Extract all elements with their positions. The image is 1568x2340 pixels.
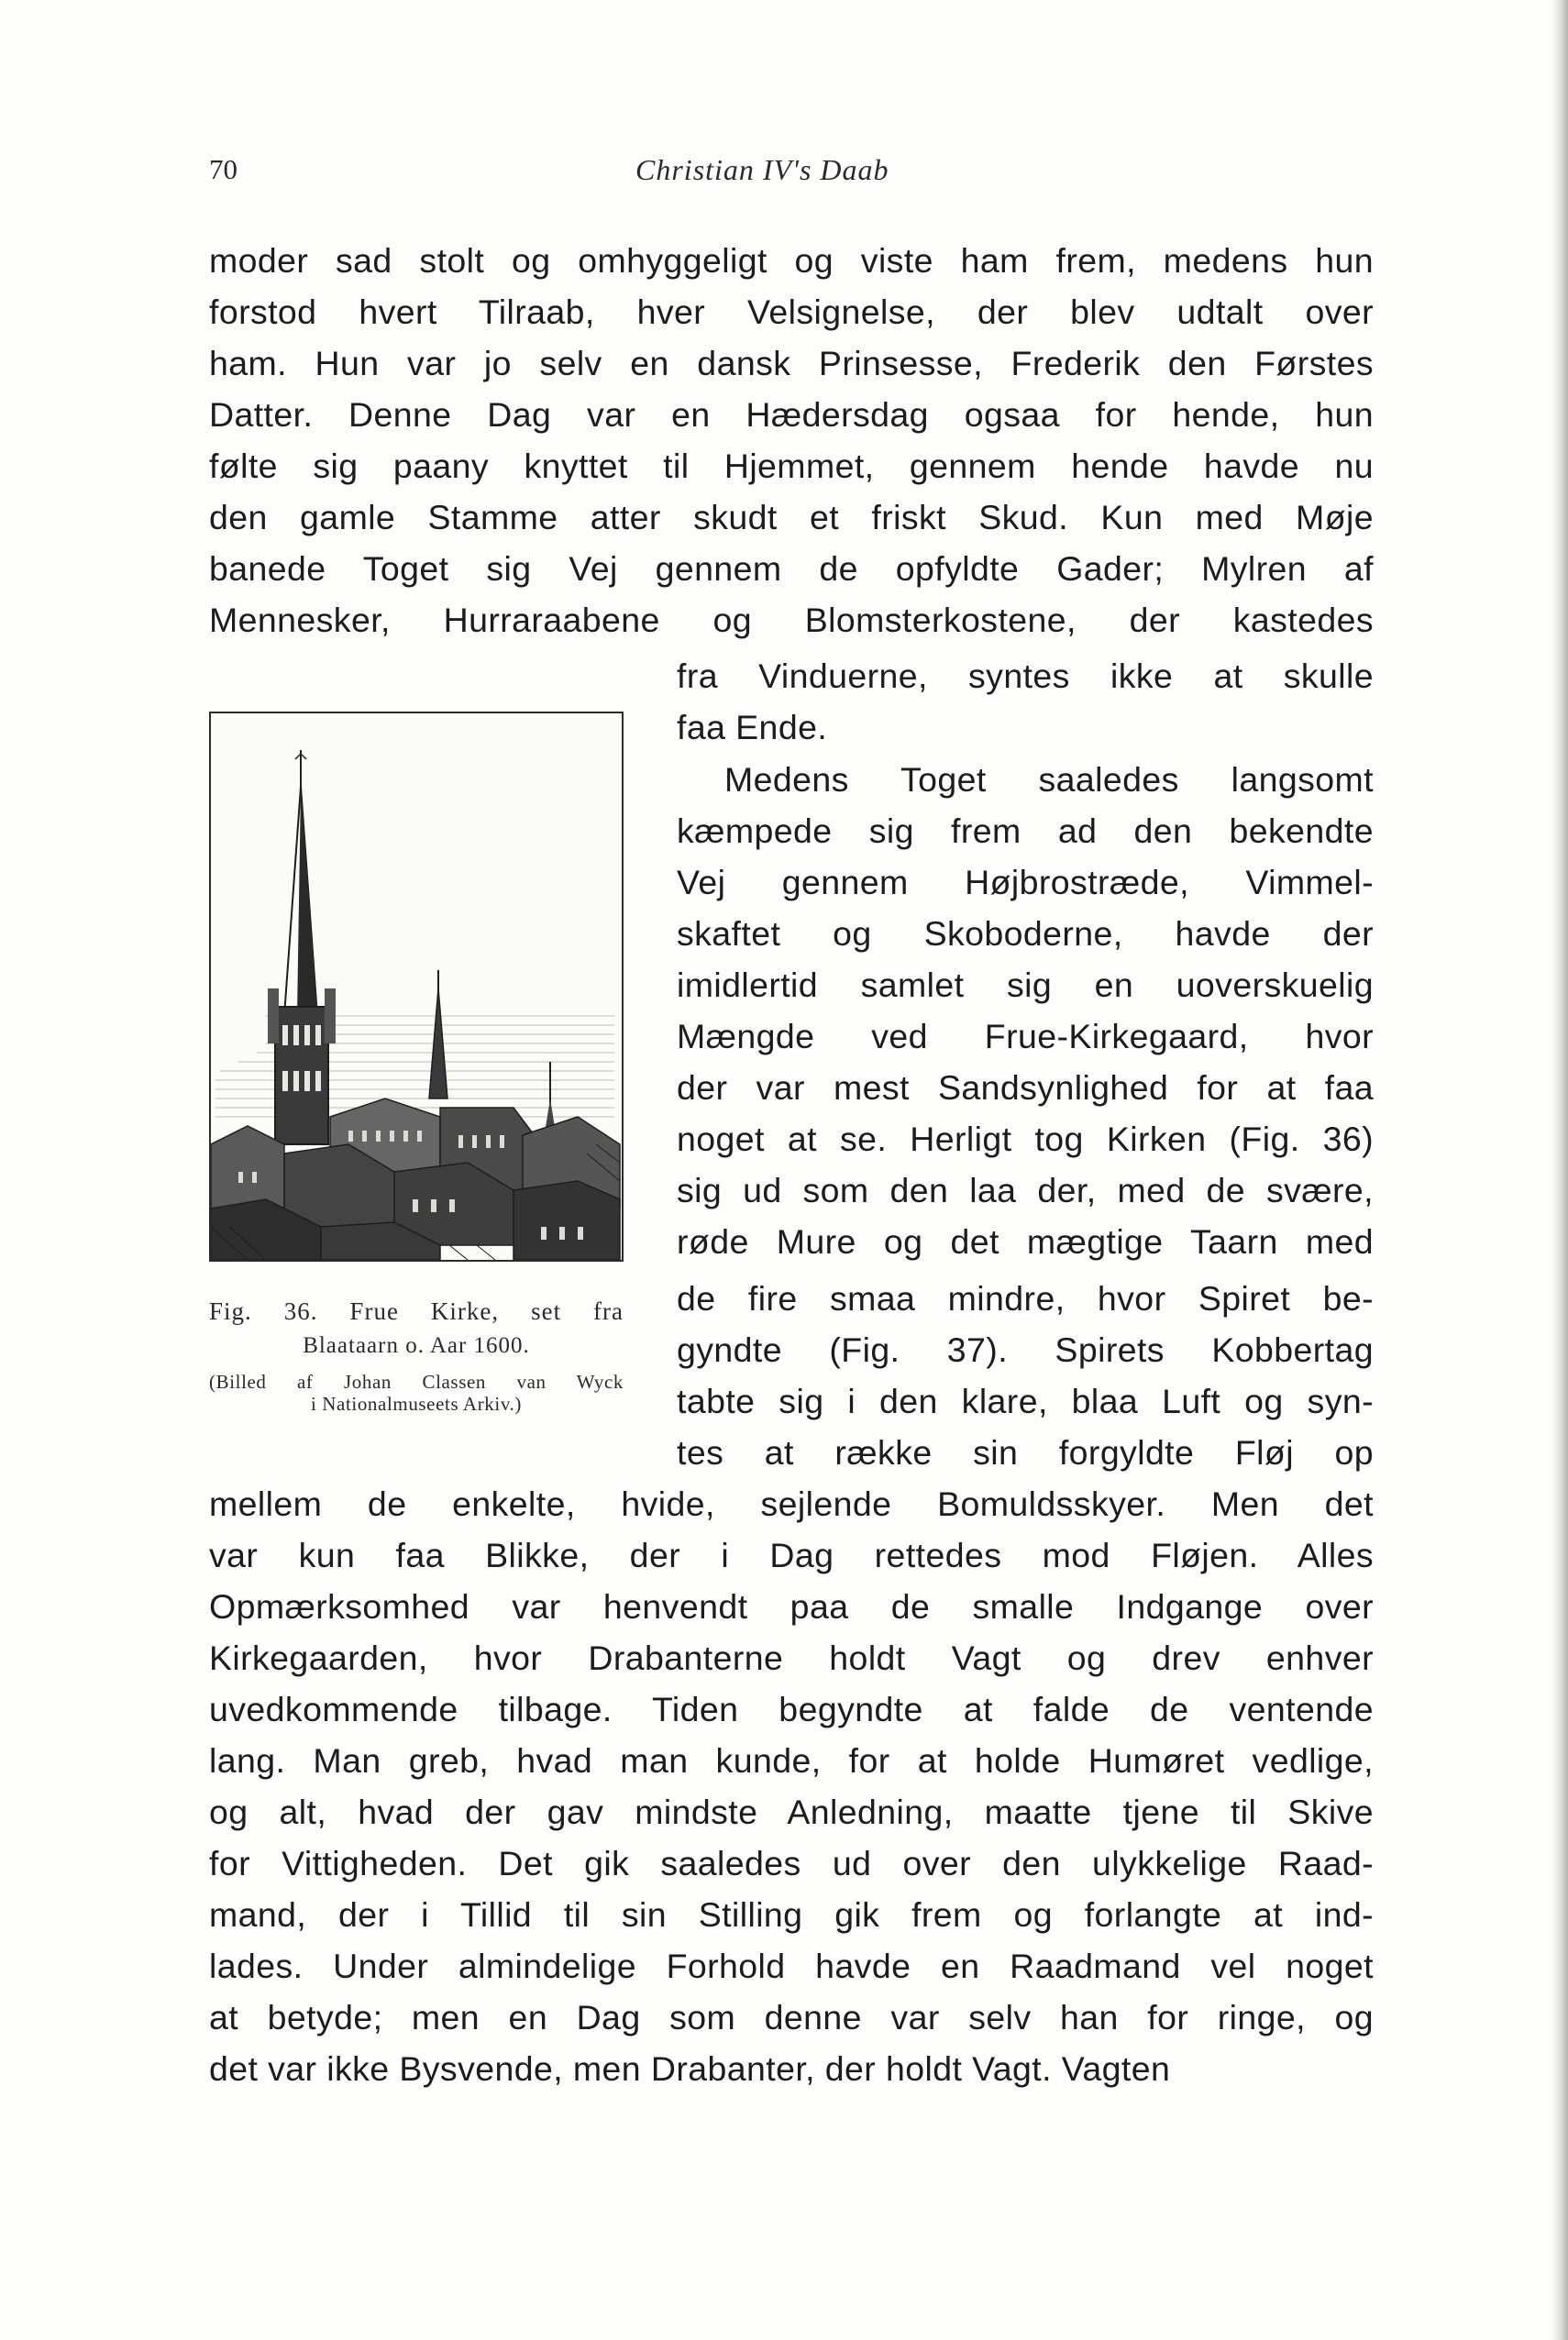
body-line: gyndte (Fig. 37). Spirets Kobbertag	[677, 1330, 1374, 1369]
figure-caption-line: Fig. 36. Frue Kirke, set fra	[209, 1297, 624, 1325]
figure-frame	[209, 712, 624, 1262]
body-line: lades. Under almindelige Forhold havde en Raadmand vel noget	[209, 1947, 1374, 1985]
body-line: Datter. Denne Dag var en Hædersdag ogsaa for hende, hun	[209, 395, 1374, 434]
page-edge-shadow	[1551, 0, 1568, 2340]
body-line: røde Mure og det mægtige Taarn med	[677, 1222, 1374, 1261]
figure-credit-line: i Nationalmuseets Arkiv.)	[310, 1393, 522, 1415]
body-line: skaftet og Skoboderne, havde der	[677, 914, 1374, 953]
body-line: Opmærksomhed var henvendt paa de smalle Indgange over	[209, 1587, 1374, 1626]
body-line: var kun faa Blikke, der i Dag rettedes mod Fløjen. Alles	[209, 1536, 1374, 1574]
body-line: sig ud som den laa der, med de svære,	[677, 1171, 1374, 1209]
body-line: tes at række sin forgyldte Fløj op	[677, 1433, 1374, 1472]
body-line: mellem de enkelte, hvide, sejlende Bomuldsskyer. Men det	[209, 1485, 1374, 1523]
body-line: det var ikke Bysvende, men Drabanter, der holdt Vagt. Vagten	[209, 2049, 1171, 2088]
body-line: uvedkommende tilbage. Tiden begyndte at falde de ventende	[209, 1690, 1374, 1728]
body-line: fra Vinduerne, syntes ikke at skulle	[677, 657, 1374, 695]
body-line: følte sig paany knyttet til Hjemmet, gennem hende havde nu	[209, 447, 1374, 485]
body-line: mand, der i Tillid til sin Stilling gik frem og forlangte at ind-	[209, 1895, 1374, 1934]
body-line: Vej gennem Højbrostræde, Vimmel-	[677, 863, 1374, 901]
body-line: forstod hvert Tilraab, hver Velsignelse, der blev udtalt over	[209, 292, 1374, 331]
main-spire	[268, 750, 336, 1144]
body-line: kæmpede sig frem ad den bekendte	[677, 811, 1374, 850]
town-roofs	[211, 1098, 620, 1260]
page-number: 70	[209, 153, 237, 185]
body-line: Mennesker, Hurraraabene og Blomsterkostene, der kastedes	[209, 601, 1374, 639]
body-line: den gamle Stamme atter skudt et friskt Skud. Kun med Møje	[209, 498, 1374, 536]
body-line: tabte sig i den klare, blaa Luft og syn-	[677, 1382, 1374, 1420]
body-line: Medens Toget saaledes langsomt	[724, 760, 1374, 799]
body-line: imidlertid samlet sig en uoverskuelig	[677, 966, 1374, 1004]
running-header	[209, 153, 1374, 190]
body-line: for Vittigheden. Det gik saaledes ud over den ulykkelige Raad-	[209, 1844, 1374, 1882]
body-line: lang. Man greb, hvad man kunde, for at holde Humøret vedlige,	[209, 1741, 1374, 1780]
body-line: de fire smaa mindre, hvor Spiret be-	[677, 1279, 1374, 1318]
body-line: banede Toget sig Vej gennem de opfyldte Gader; Mylren af	[209, 549, 1374, 588]
figure-credit-line: (Billed af Johan Classen van Wyck	[209, 1371, 624, 1393]
body-line: der var mest Sandsynlighed for at faa	[677, 1068, 1374, 1107]
running-title: Christian IV's Daab	[635, 153, 889, 186]
body-line: moder sad stolt og omhyggeligt og viste ham frem, medens hun	[209, 241, 1374, 280]
church-engraving-illustration	[211, 713, 622, 1260]
body-line: Kirkegaarden, hvor Drabanterne holdt Vagt og drev enhver	[209, 1639, 1374, 1677]
body-line: og alt, hvad der gav mindste Anledning, maatte tjene til Skive	[209, 1793, 1374, 1831]
figure-caption	[209, 1293, 624, 1330]
body-line: faa Ende.	[677, 708, 828, 746]
body-line: ham. Hun var jo selv en dansk Prinsesse, Frederik den Førstes	[209, 344, 1374, 382]
body-line: Mængde ved Frue-Kirkegaard, hvor	[677, 1017, 1374, 1055]
body-line: at betyde; men en Dag som denne var selv han for ringe, og	[209, 1998, 1374, 2036]
figure-caption-line: Blaataarn o. Aar 1600.	[303, 1333, 530, 1358]
figure-36	[209, 712, 624, 1262]
body-line: noget at se. Herligt tog Kirken (Fig. 36)	[677, 1120, 1374, 1158]
